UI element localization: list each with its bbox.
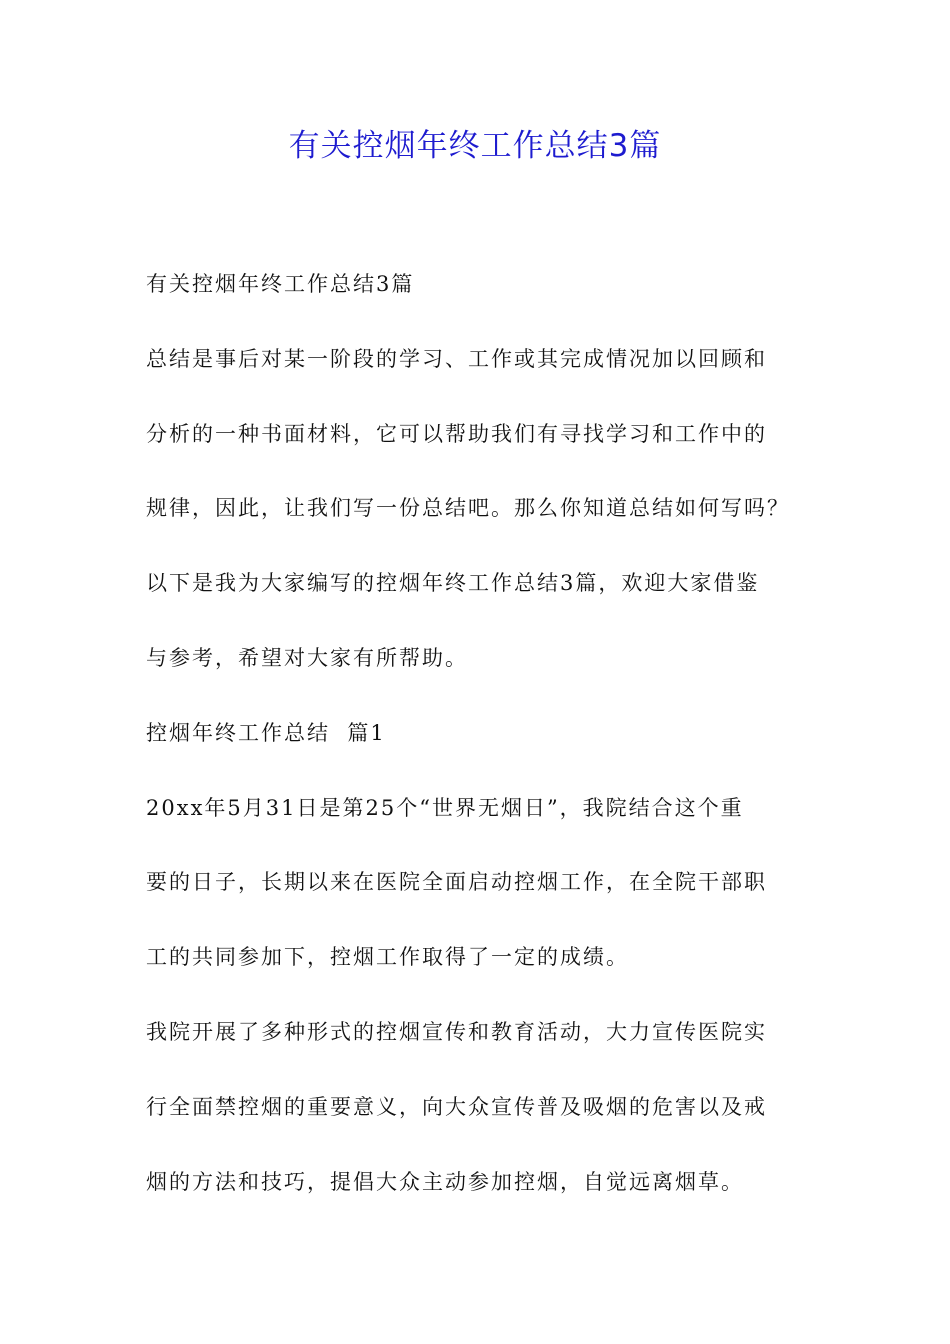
text-line: 有关控烟年终工作总结3篇 xyxy=(146,272,415,296)
text-line: 总结是事后对某一阶段的学习、工作或其完成情况加以回顾和 xyxy=(146,346,767,371)
document-body xyxy=(146,262,816,1234)
text-line: 要的日子，长期以来在医院全面启动控烟工作，在全院干部职 xyxy=(146,870,767,895)
text-line: 与参考，希望对大家有所帮助。 xyxy=(146,645,468,670)
text-line: 我院开展了多种形式的控烟宣传和教育活动，大力宣传医院实 xyxy=(146,1019,767,1044)
text-line: 行全面禁控烟的重要意义，向大众宣传普及吸烟的危害以及戒 xyxy=(146,1094,767,1119)
text-line: 以下是我为大家编写的控烟年终工作总结3篇，欢迎大家借鉴 xyxy=(146,571,760,596)
text-line: 工的共同参加下，控烟工作取得了一定的成绩。 xyxy=(146,945,629,970)
text-line: 烟的方法和技巧，提倡大众主动参加控烟，自觉远离烟草。 xyxy=(146,1169,744,1194)
section-heading: 控烟年终工作总结 篇1 xyxy=(146,720,386,745)
text-line: 规律，因此，让我们写一份总结吧。那么你知道总结如何写吗？ xyxy=(146,496,790,521)
document-title: 有关控烟年终工作总结3篇 xyxy=(288,128,662,164)
text-line: 20xx年5月31日是第25个“世界无烟日”，我院结合这个重 xyxy=(146,795,744,820)
text-line: 分析的一种书面材料，它可以帮助我们有寻找学习和工作中的 xyxy=(146,421,767,446)
